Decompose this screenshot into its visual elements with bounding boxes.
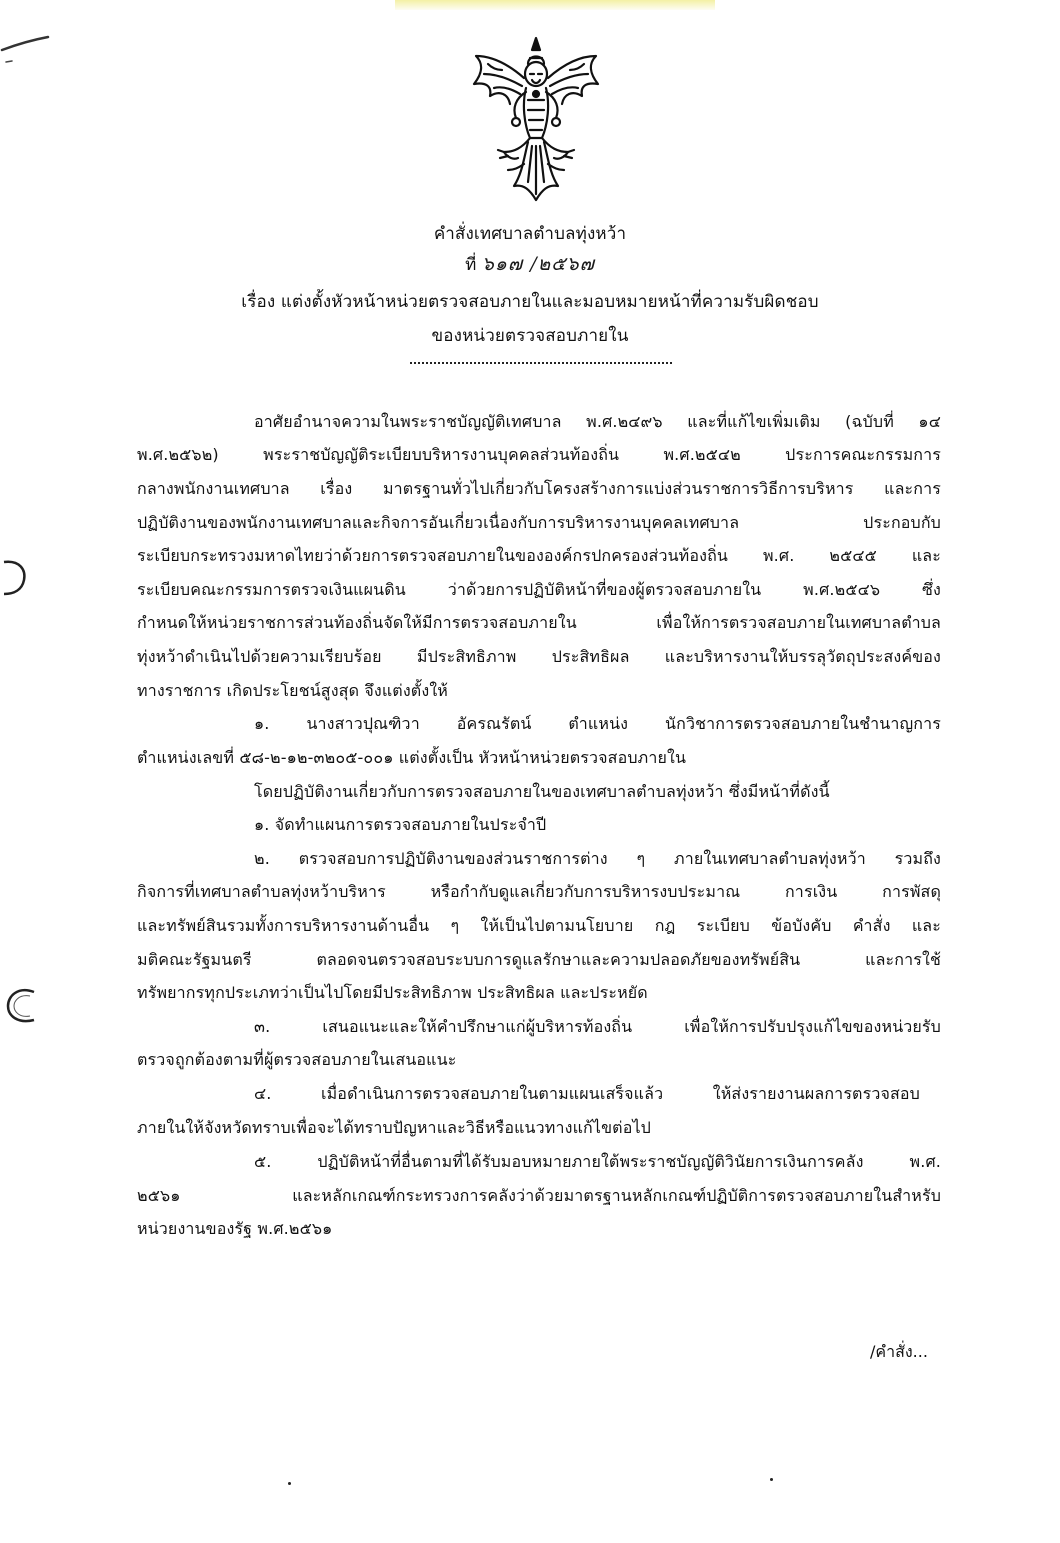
duty-item: ภายในให้จังหวัดทราบเพื่อจะได้ทราบปัญหาและวิธีหรือแนวทางแก้ไขต่อไป [137, 1118, 651, 1137]
duty-item: ทรัพยากรทุกประเภทว่าเป็นไปโดยมีประสิทธิภาพ ประสิทธิผล และประหยัด [137, 983, 648, 1002]
duty-item: หน่วยงานของรัฐ พ.ศ.๒๕๖๑ [137, 1219, 333, 1238]
duty-item: ๓. เสนอแนะและให้คำปรึกษาแก่ผู้บริหารท้องถิ่น เพื่อให้การปรับปรุงแก้ไขของหน่วยรับ [254, 1017, 941, 1036]
continuation-marker: /คำสั่ง... [870, 1342, 928, 1361]
body-line: ระเบียบกระทรวงมหาดไทยว่าด้วยการตรวจสอบภายในขององค์กรปกครองส่วนท้องถิ่น พ.ศ. ๒๕๔๕ และ [137, 546, 941, 565]
duty-item: ๒. ตรวจสอบการปฏิบัติงานของส่วนราชการต่าง ๆ ภายในเทศบาลตำบลทุ่งหว้า รวมถึง [254, 849, 941, 868]
divider-dotted [410, 362, 672, 364]
duty-item: และทรัพย์สินรวมทั้งการบริหารงานด้านอื่น ๆ ให้เป็นไปตามนโยบาย กฎ ระเบียบ ข้อบังคับ คำสั่ง และ [137, 916, 941, 935]
body-line: กำหนดให้หน่วยราชการส่วนท้องถิ่นจัดให้มีการตรวจสอบภายใน เพื่อให้การตรวจสอบภายในเทศบาลตำบล [137, 613, 941, 632]
body-line: ระเบียบคณะกรรมการตรวจเงินแผนดิน ว่าด้วยการปฏิบัติหน้าที่ของผู้ตรวจสอบภายใน พ.ศ.๒๕๔๖ ซึ่ง [137, 580, 941, 599]
appointee-line: ตำแหน่งเลขที่ ๕๘-๒-๑๒-๓๒๐๕-๐๐๑ แต่งตั้งเป็น หัวหน้าหน่วยตรวจสอบภายใน [137, 748, 687, 767]
subject-line: ของหน่วยตรวจสอบภายใน [431, 326, 629, 346]
body-line: อาศัยอำนาจความในพระราชบัญญัติเทศบาล พ.ศ.๒๔๙๖ และที่แก้ไขเพิ่มเติม (ฉบับที่ ๑๔ [254, 412, 941, 431]
duty-item: กิจการที่เทศบาลตำบลทุ่งหว้าบริหาร หรือกำกับดูแลเกี่ยวกับการบริหารงบประมาณ การเงิน การพัสดุ [137, 882, 941, 901]
duty-item: มติคณะรัฐมนตรี ตลอดจนตรวจสอบระบบการดูแลรักษาและความปลอดภัยของทรัพย์สิน และการใช้ [137, 950, 941, 969]
duty-item: ๑. จัดทำแผนการตรวจสอบภายในประจำปี [254, 815, 547, 834]
body-line: พ.ศ.๒๕๖๒) พระราชบัญญัติระเบียบบริหารงานบุคคลส่วนท้องถิ่น พ.ศ.๒๕๔๒ ประการคณะกรรมการ [137, 445, 941, 464]
pen-mark [0, 28, 60, 68]
subject-line: เรื่อง แต่งตั้งหัวหน้าหน่วยตรวจสอบภายในและมอบหมายหน้าที่ความรับผิดชอบ [241, 292, 819, 312]
number-prefix: ที่ [465, 255, 477, 275]
order-number-value: ๖๑๗ /๒๕๖๗ [481, 253, 595, 275]
duty-item: ๒๕๖๑ และหลักเกณฑ์กระทรวงการคลังว่าด้วยมาตรฐานหลักเกณฑ์ปฏิบัติการตรวจสอบภายในสำหรับ [137, 1186, 941, 1205]
scan-speck [770, 1478, 773, 1481]
body-line: กลางพนักงานเทศบาล เรื่อง มาตรฐานทั่วไปเกี่ยวกับโครงสร้างการแบ่งส่วนราชการวิธีการบริหาร และการ [137, 479, 941, 498]
order-title: คำสั่งเทศบาลตำบลทุ่งหว้า [433, 224, 627, 244]
scan-speck [288, 1482, 291, 1485]
punch-hole-icon [0, 556, 40, 600]
duty-item: ๕. ปฏิบัติหน้าที่อื่นตามที่ได้รับมอบหมายภายใต้พระราชบัญญัติวินัยการเงินการคลัง พ.ศ. [254, 1152, 941, 1171]
body-line: ทุ่งหว้าดำเนินไปด้วยความเรียบร้อย มีประสิทธิภาพ ประสิทธิผล และบริหารงานให้บรรลุวัตถุประสงค์ของ [137, 647, 941, 666]
duty-item: ตรวจถูกต้องตามที่ผู้ตรวจสอบภายในเสนอแนะ [137, 1050, 457, 1069]
punch-hole-icon [0, 984, 40, 1028]
scan-highlight [395, 0, 715, 10]
body-line: ทางราชการ เกิดประโยชน์สูงสุด จึงแต่งตั้งให้ [137, 681, 448, 700]
appointee-line: ๑. นางสาวปุณฑิวา อัครณรัตน์ ตำแหน่ง นักวิชาการตรวจสอบภายในชำนาญการ [254, 714, 941, 733]
duties-intro: โดยปฏิบัติงานเกี่ยวกับการตรวจสอบภายในของเทศบาลตำบลทุ่งหว้า ซึ่งมีหน้าที่ดังนี้ [254, 782, 830, 801]
duty-item: ๔. เมื่อดำเนินการตรวจสอบภายในตามแผนเสร็จแล้ว ให้ส่งรายงานผลการตรวจสอบ [254, 1084, 920, 1103]
body-line: ปฏิบัติงานของพนักงานเทศบาลและกิจการอันเกี่ยวเนื่องกับการบริหารงานบุคคลเทศบาล ประกอบกับ [137, 513, 941, 532]
order-number [0, 253, 1060, 276]
garuda-emblem-icon [468, 34, 604, 206]
